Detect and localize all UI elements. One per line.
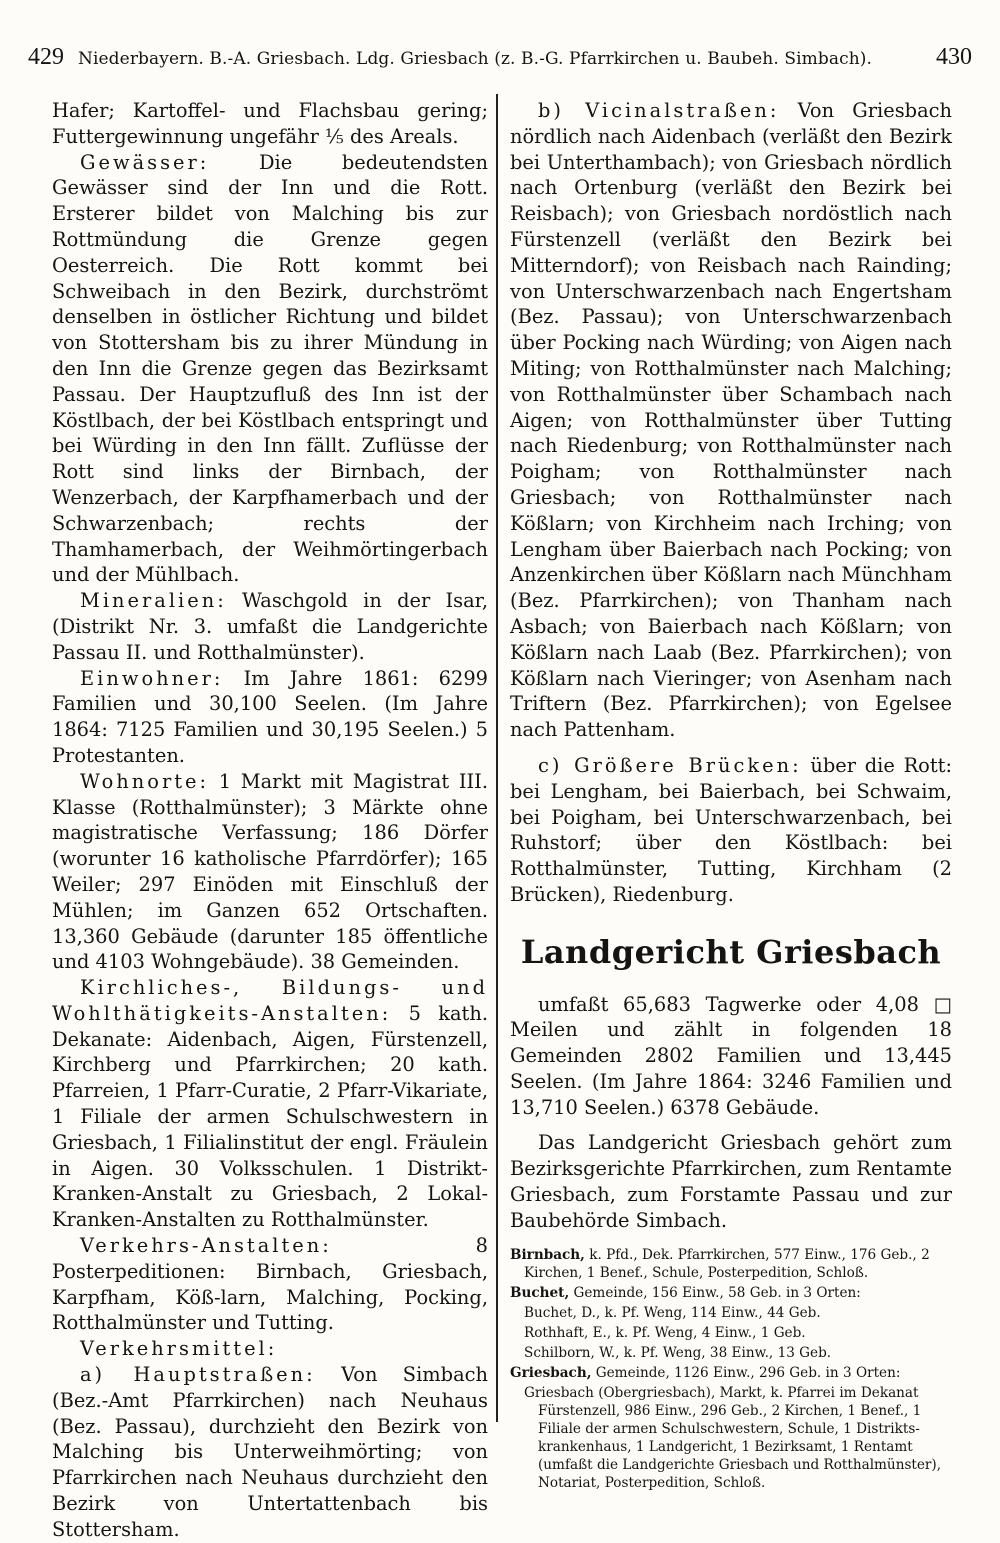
entry-text: k. Pfd., Dek. Pfarrkirchen, 577 Einw., 176 Geb., 2 Kirchen, 1 Benef., Schule, Posterpedition, Schloß. — [524, 1246, 930, 1281]
label-transport: Verkehrs-Anstalten: — [80, 1234, 332, 1258]
label-institutions: Kirchliches-, Bildungs- und Wohlthätigkeits-Anstalten: — [52, 976, 488, 1025]
text-minerals: Waschgold in der Isar, (Distrikt Nr. 3. umfaßt die Landgerichte Passau II. und Rotthalmünster). — [52, 589, 488, 664]
entry-buchet — [510, 1284, 952, 1302]
subentry: Griesbach (Obergriesbach), Markt, k. Pfarrei im Dekanat Fürstenzell, 986 Einw., 296 Geb., 2 Kirchen, 1 Benef., 1 Filiale der armen Schulschwestern, Schule, 1 Distrikts-krankenhaus, 1 Landgericht, 1 Bezirksamt, 1 Rentamt (umfaßt die Landgerichte Griesbach und Rotthalmünster), Notariat, Posterpedition, Schloß. — [524, 1384, 942, 1491]
entry-text: Gemeinde, 1126 Einw., 296 Geb. in 3 Orten: — [595, 1364, 901, 1381]
column-divider — [496, 94, 498, 1422]
paragraph-jurisdiction: Das Landgericht Griesbach gehört zum Bezirksgerichte Pfarrkirchen, zum Rentamte Griesbach, zum Forstamte Passau und zur Baubehörde Simbach. — [510, 1131, 952, 1232]
entry-text: Gemeinde, 156 Einw., 58 Geb. in 3 Orten: — [573, 1284, 861, 1301]
paragraph-waters — [52, 150, 488, 589]
paragraph-minerals — [52, 588, 488, 665]
entry-name: Birnbach, — [510, 1246, 585, 1263]
label-bridges: c) Größere Brücken: — [538, 753, 802, 777]
page-number-right: 430 — [936, 44, 972, 70]
text-bridges: über die Rott: bei Lengham, bei Baierbach, bei Schwaim, bei Poigham, bei Unterschwarzenbach, bei Ruhstorf; über den Köstlbach: bei Rotthalmünster, Tutting, Kirchham (2 Brücken), Riedenburg. — [510, 753, 952, 906]
paragraph-crops: Hafer; Kartoffel- und Flachsbau gering; Futtergewinnung ungefähr ⅕ des Areals. — [52, 99, 488, 148]
paragraph-inhabitants — [52, 666, 488, 769]
entry-griesbach — [510, 1364, 952, 1382]
page-number-left: 429 — [28, 44, 64, 70]
text-inhabitants: Im Jahre 1861: 6299 Familien und 30,100 Seelen. (Im Jahre 1864: 7125 Familien und 30,195 Seelen.) 5 Protestanten. — [52, 666, 488, 767]
right-column — [510, 98, 952, 1494]
subentry: Schilborn, W., k. Pf. Weng, 38 Einw., 13 Geb. — [524, 1344, 832, 1361]
left-column — [52, 98, 488, 1543]
text-places: 1 Markt mit Magistrat III. Klasse (Rotthalmünster); 3 Märkte ohne magistratische Verfassung; 186 Dörfer (worunter 16 katholische Pfarrdörfer); 165 Weiler; 297 Einöden mit Einschluß der Mühlen; im Ganzen 652 Ortschaften. 13,360 Gebäude (darunter 185 öffentliche und 4103 Wohngebäude). 38 Gemeinden. — [52, 769, 488, 974]
label-minerals: Mineralien: — [80, 589, 227, 613]
heading-traffic — [52, 1336, 488, 1362]
paragraph-places — [52, 769, 488, 975]
label-inhabitants: Einwohner: — [80, 666, 224, 690]
subentry: Rothhaft, E., k. Pf. Weng, 4 Einw., 1 Geb. — [524, 1324, 806, 1341]
label-places: Wohnorte: — [80, 769, 210, 793]
paragraph-main-roads — [52, 1362, 488, 1543]
page-header — [28, 44, 972, 80]
paragraph-bridges — [510, 753, 952, 908]
text-transport: 8 Posterpeditionen: Birnbach, Griesbach, Karpfham, Köß-larn, Malching, Pocking, Rotthalmünster und Tutting. — [52, 1234, 488, 1335]
label-traffic: Verkehrsmittel: — [80, 1337, 278, 1361]
label-main-roads: a) Hauptstraßen: — [80, 1363, 316, 1387]
text-local-roads: Von Griesbach nördlich nach Aidenbach (verläßt den Bezirk bei Unterthambach); von Griesbach nördlich nach Ortenburg (verläßt den Bezirk bei Reisbach); von Griesbach nordöstlich nach Fürstenzell (verläßt den Bezirk bei Mitterndorf); von Reisbach nach Rainding; von Unterschwarzenbach nach Engertsham (Bez. Passau); von Unterschwarzenbach über Pocking nach Würding; von Aigen nach Miting; von Rotthalmünster nach Malching; von Rotthalmünster über Schambach nach Aigen; von Rotthalmünster über Tutting nach Riedenburg; von Rotthalmünster nach Poigham; von Rotthalmünster nach Griesbach; von Rotthalmünster nach Kößlarn; von Kirchheim nach Irching; von Lengham über Baierbach nach Pocking; von Anzenkirchen über Kößlarn nach Münchham (Bez. Pfarrkirchen); von Thanham nach Asbach; von Baierbach nach Kößlarn; von Kößlarn nach Laab (Bez. Pfarrkirchen); von Kößlarn nach Vieringer; von Asenham nach Triftern (Bez. Pfarrkirchen); von Egelsee nach Pattenham. — [510, 99, 953, 742]
label-waters: Gewässer: — [80, 150, 210, 174]
paragraph-local-roads — [510, 98, 952, 743]
text-main-roads: Von Simbach (Bez.-Amt Pfarrkirchen) nach Neuhaus (Bez. Passau), durchzieht den Bezirk von Malching bis Unterweihmörting; von Pfarrkirchen nach Neuhaus durchzieht den Bezirk von Untertattenbach bis Stottersham. — [52, 1363, 489, 1541]
text-waters: Die bedeutendsten Gewässer sind der Inn und die Rott. Ersterer bildet von Malching bis zur Rottmündung die Grenze gegen Oesterreich. Die Rott kommt bei Schweibach in den Bezirk, durchströmt denselben in östlicher Richtung und bildet von Stottersham bis zu ihrer Mündung in den Inn die Grenze gegen das Bezirksamt Passau. Der Hauptzufluß des Inn ist der Köstlbach, der bei Köstlbach entspringt und bei Würding in den Inn fällt. Zuflüsse der Rott sind links der Birnbach, der Wenzerbach, der Karpfhamerbach und der Schwarzenbach; rechts der Thamhamerbach, der Weihmörtingerbach und der Mühlbach. — [52, 150, 488, 587]
paragraph-transport — [52, 1233, 488, 1336]
label-local-roads: b) Vicinalstraßen: — [538, 99, 780, 122]
paragraph-institutions — [52, 975, 488, 1233]
entry-name: Griesbach, — [510, 1364, 592, 1381]
text-institutions: 5 kath. Dekanate: Aidenbach, Aigen, Fürstenzell, Kirchberg und Pfarrkirchen; 20 kath. Pfarreien, 1 Pfarr-Curatie, 2 Pfarr-Vikariate, 1 Filiale der armen Schulschwestern in Griesbach, 1 Filialinstitut der engl. Fräulein in Aigen. 30 Volksschulen. 1 Distrikt-Kranken-Anstalt zu Griesbach, 2 Lokal-Kranken-Anstalten zu Rotthalmünster. — [52, 1001, 488, 1232]
entry-name: Buchet, — [510, 1284, 570, 1301]
entry-birnbach — [510, 1246, 952, 1282]
place-directory — [510, 1246, 952, 1492]
section-heading: Landgericht Griesbach — [520, 932, 942, 971]
subentry: Buchet, D., k. Pf. Weng, 114 Einw., 44 Geb. — [524, 1304, 821, 1321]
paragraph-intro: umfaßt 65,683 Tagwerke oder 4,08 □ Meilen und zählt in folgenden 18 Gemeinden 2802 Familien und 13,445 Seelen. (Im Jahre 1864: 3246 Familien und 13,710 Seelen.) 6378 Gebäude. — [510, 992, 952, 1119]
running-title: Niederbayern. B.-A. Griesbach. Ldg. Griesbach (z. B.-G. Pfarrkirchen u. Baubeh. Simbach). — [78, 49, 872, 69]
